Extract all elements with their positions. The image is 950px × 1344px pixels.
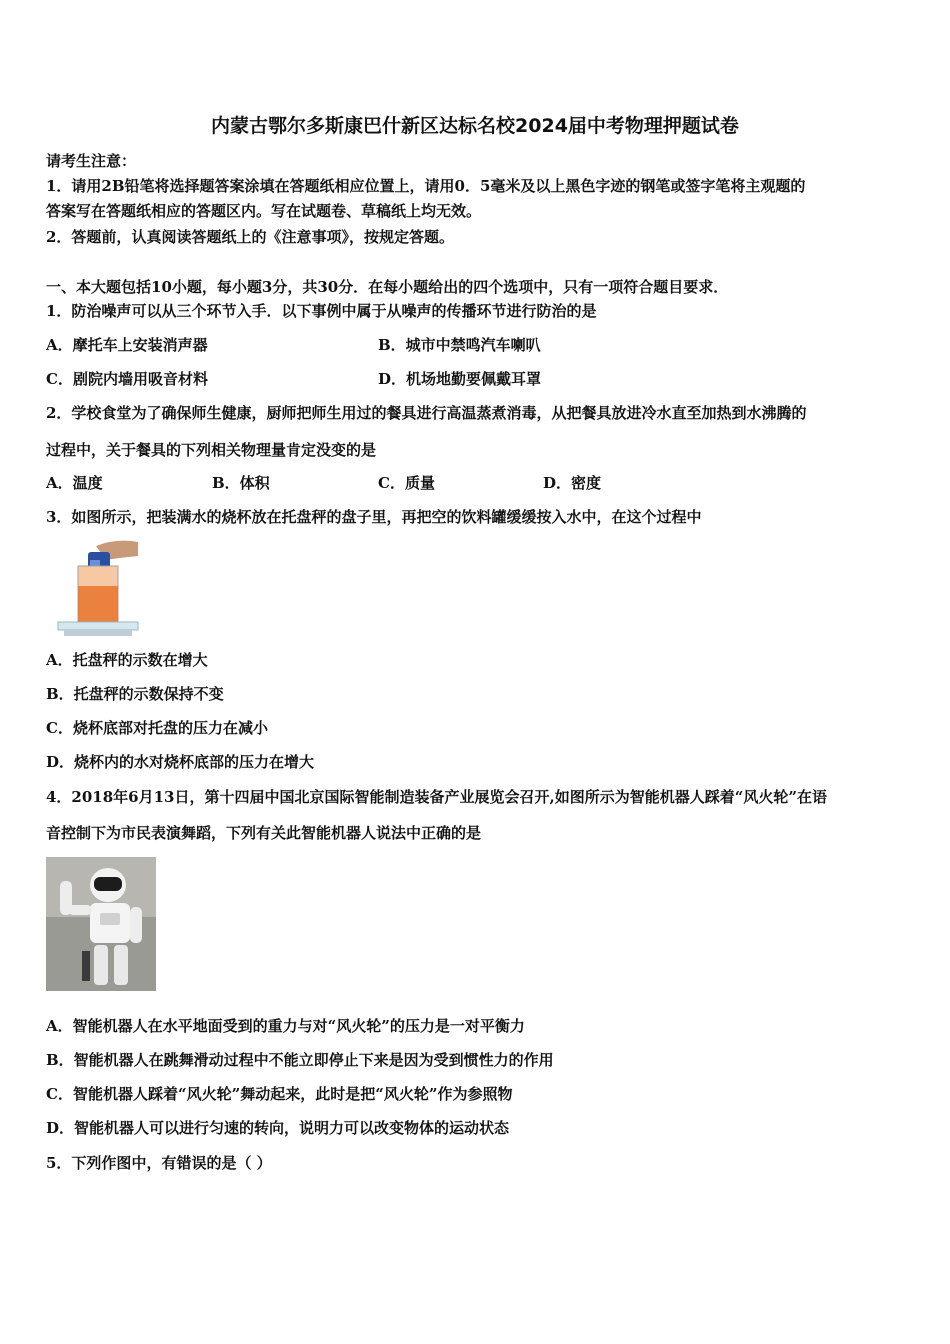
q2-option-c: C．质量 bbox=[378, 474, 435, 492]
beaker-illustration bbox=[56, 538, 140, 638]
q4-option-b: B．智能机器人在跳舞滑动过程中不能立即停止下来是因为受到惯性力的作用 bbox=[46, 1051, 554, 1069]
q4-figure-robot bbox=[46, 857, 156, 991]
q4-option-a: A．智能机器人在水平地面受到的重力与对“风火轮”的压力是一对平衡力 bbox=[46, 1017, 525, 1035]
q2-stem-line-1: 2．学校食堂为了确保师生健康，厨师把师生用过的餐具进行高温蒸煮消毒，从把餐具放进冷水直至加热到水沸腾的 bbox=[46, 404, 807, 422]
q2-option-d: D．密度 bbox=[543, 474, 602, 492]
q5-stem: 5．下列作图中，有错误的是（ ） bbox=[46, 1154, 272, 1172]
notice-heading: 请考生注意： bbox=[46, 152, 137, 170]
q1-option-a: A．摩托车上安装消声器 bbox=[46, 336, 208, 354]
section-1-heading: 一、本大题包括10小题，每小题3分，共30分．在每小题给出的四个选项中，只有一项符合题目要求． bbox=[46, 278, 729, 296]
q2-stem-line-2: 过程中，关于餐具的下列相关物理量肯定没变的是 bbox=[46, 441, 377, 459]
q4-option-d: D．智能机器人可以进行匀速的转向，说明力可以改变物体的运动状态 bbox=[46, 1119, 510, 1137]
q3-option-c: C．烧杯底部对托盘的压力在减小 bbox=[46, 719, 268, 737]
page-title: 内蒙古鄂尔多斯康巴什新区达标名校2024届中考物理押题试卷 bbox=[211, 115, 739, 137]
q1-option-b: B．城市中禁鸣汽车喇叭 bbox=[378, 336, 541, 354]
notice-item-1-line-1: 1．请用2B铅笔将选择题答案涂填在答题纸相应位置上，请用0．5毫米及以上黑色字迹的钢笔或签字笔将主观题的 bbox=[46, 177, 806, 195]
notice-item-1-line-2: 答案写在答题纸相应的答题区内。写在试题卷、草稿纸上均无效。 bbox=[46, 202, 482, 220]
q3-option-b: B．托盘秤的示数保持不变 bbox=[46, 685, 224, 703]
q3-option-d: D．烧杯内的水对烧杯底部的压力在增大 bbox=[46, 753, 315, 771]
q4-option-c: C．智能机器人踩着“风火轮”舞动起来，此时是把“风火轮”作为参照物 bbox=[46, 1085, 513, 1103]
q1-option-d: D．机场地勤要佩戴耳罩 bbox=[378, 370, 542, 388]
robot-illustration bbox=[46, 857, 156, 991]
q2-option-b: B．体积 bbox=[212, 474, 270, 492]
q3-stem: 3．如图所示，把装满水的烧杯放在托盘秤的盘子里，再把空的饮料罐缓缓按入水中，在这个过程中 bbox=[46, 508, 702, 526]
q1-stem: 1．防治噪声可以从三个环节入手．以下事例中属于从噪声的传播环节进行防治的是 bbox=[46, 302, 597, 320]
q3-option-a: A．托盘秤的示数在增大 bbox=[46, 651, 208, 669]
notice-item-2: 2．答题前，认真阅读答题纸上的《注意事项》，按规定答题。 bbox=[46, 228, 454, 246]
q1-option-c: C．剧院内墙用吸音材料 bbox=[46, 370, 208, 388]
q2-option-a: A．温度 bbox=[46, 474, 103, 492]
q3-figure-beaker-can bbox=[56, 538, 140, 638]
q4-stem-line-1: 4．2018年6月13日，第十四届中国北京国际智能制造装备产业展览会召开,如图所示为智能机器人踩着“风火轮”在语 bbox=[46, 788, 827, 806]
q4-stem-line-2: 音控制下为市民表演舞蹈，下列有关此智能机器人说法中正确的是 bbox=[46, 824, 482, 842]
